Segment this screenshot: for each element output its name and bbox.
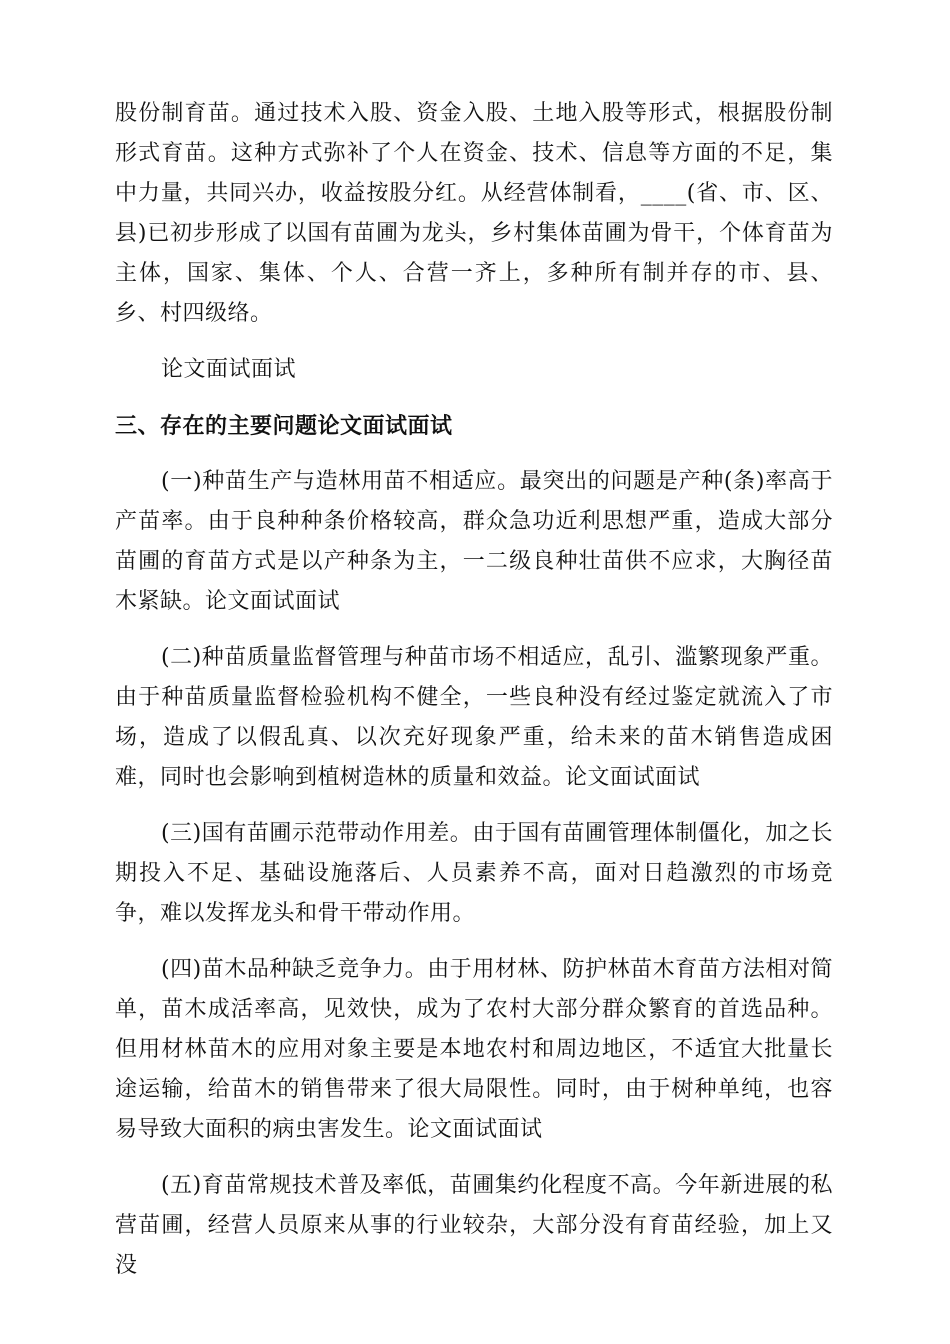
paragraph-problem-1: (一)种苗生产与造林用苗不相适应。最突出的问题是产种(条)率高于产苗率。由于良种种条价格较高，群众急功近利思想严重，造成大部分苗圃的育苗方式是以产种条为主，一二级良种壮苗供不应求，大胸径苗木紧缺。论文面试面试 <box>115 469 833 614</box>
paragraph-problem-4: (四)苗木品种缺乏竞争力。由于用材林、防护林苗木育苗方法相对简单，苗木成活率高，见效快，成为了农村大部分群众繁育的首选品种。但用材林苗木的应用对象主要是本地农村和周边地区，不适宜大批量长途运输，给苗木的销售带来了很大局限性。同时，由于树种单纯，也容易导致大面积的病虫害发生。论文面试面试 <box>115 957 833 1142</box>
section-heading-main-problems: 三、存在的主要问题论文面试面试 <box>115 413 453 439</box>
paragraph-problem-3: (三)国有苗圃示范带动作用差。由于国有苗圃管理体制僵化，加之长期投入不足、基础设施落后、人员素养不高，面对日趋激烈的市场竞争，难以发挥龙头和骨干带动作用。 <box>115 821 833 926</box>
document-page <box>115 94 833 1302</box>
paragraph-problem-2: (二)种苗质量监督管理与种苗市场不相适应，乱引、滥繁现象严重。由于种苗质量监督检验机构不健全，一些良种没有经过鉴定就流入了市场，造成了以假乱真、以次充好现象严重，给未来的苗木销售造成困难，同时也会影响到植树造林的质量和效益。论文面试面试 <box>115 645 833 790</box>
paragraph-watermark-1: 论文面试面试 <box>161 357 297 382</box>
paragraph-shareholding: 股份制育苗。通过技术入股、资金入股、土地入股等形式，根据股份制形式育苗。这种方式弥补了个人在资金、技术、信息等方面的不足，集中力量，共同兴办，收益按股分红。从经营体制看，____(省、市、区、县)已初步形成了以国有苗圃为龙头，乡村集体苗圃为骨干，个体育苗为主体，国家、集体、个人、合营一齐上，多种所有制并存的市、县、乡、村四级络。 <box>115 101 833 326</box>
paragraph-problem-5: (五)育苗常规技术普及率低，苗圃集约化程度不高。今年新进展的私营苗圃，经营人员原来从事的行业较杂，大部分没有育苗经验，加上又没 <box>115 1173 833 1278</box>
